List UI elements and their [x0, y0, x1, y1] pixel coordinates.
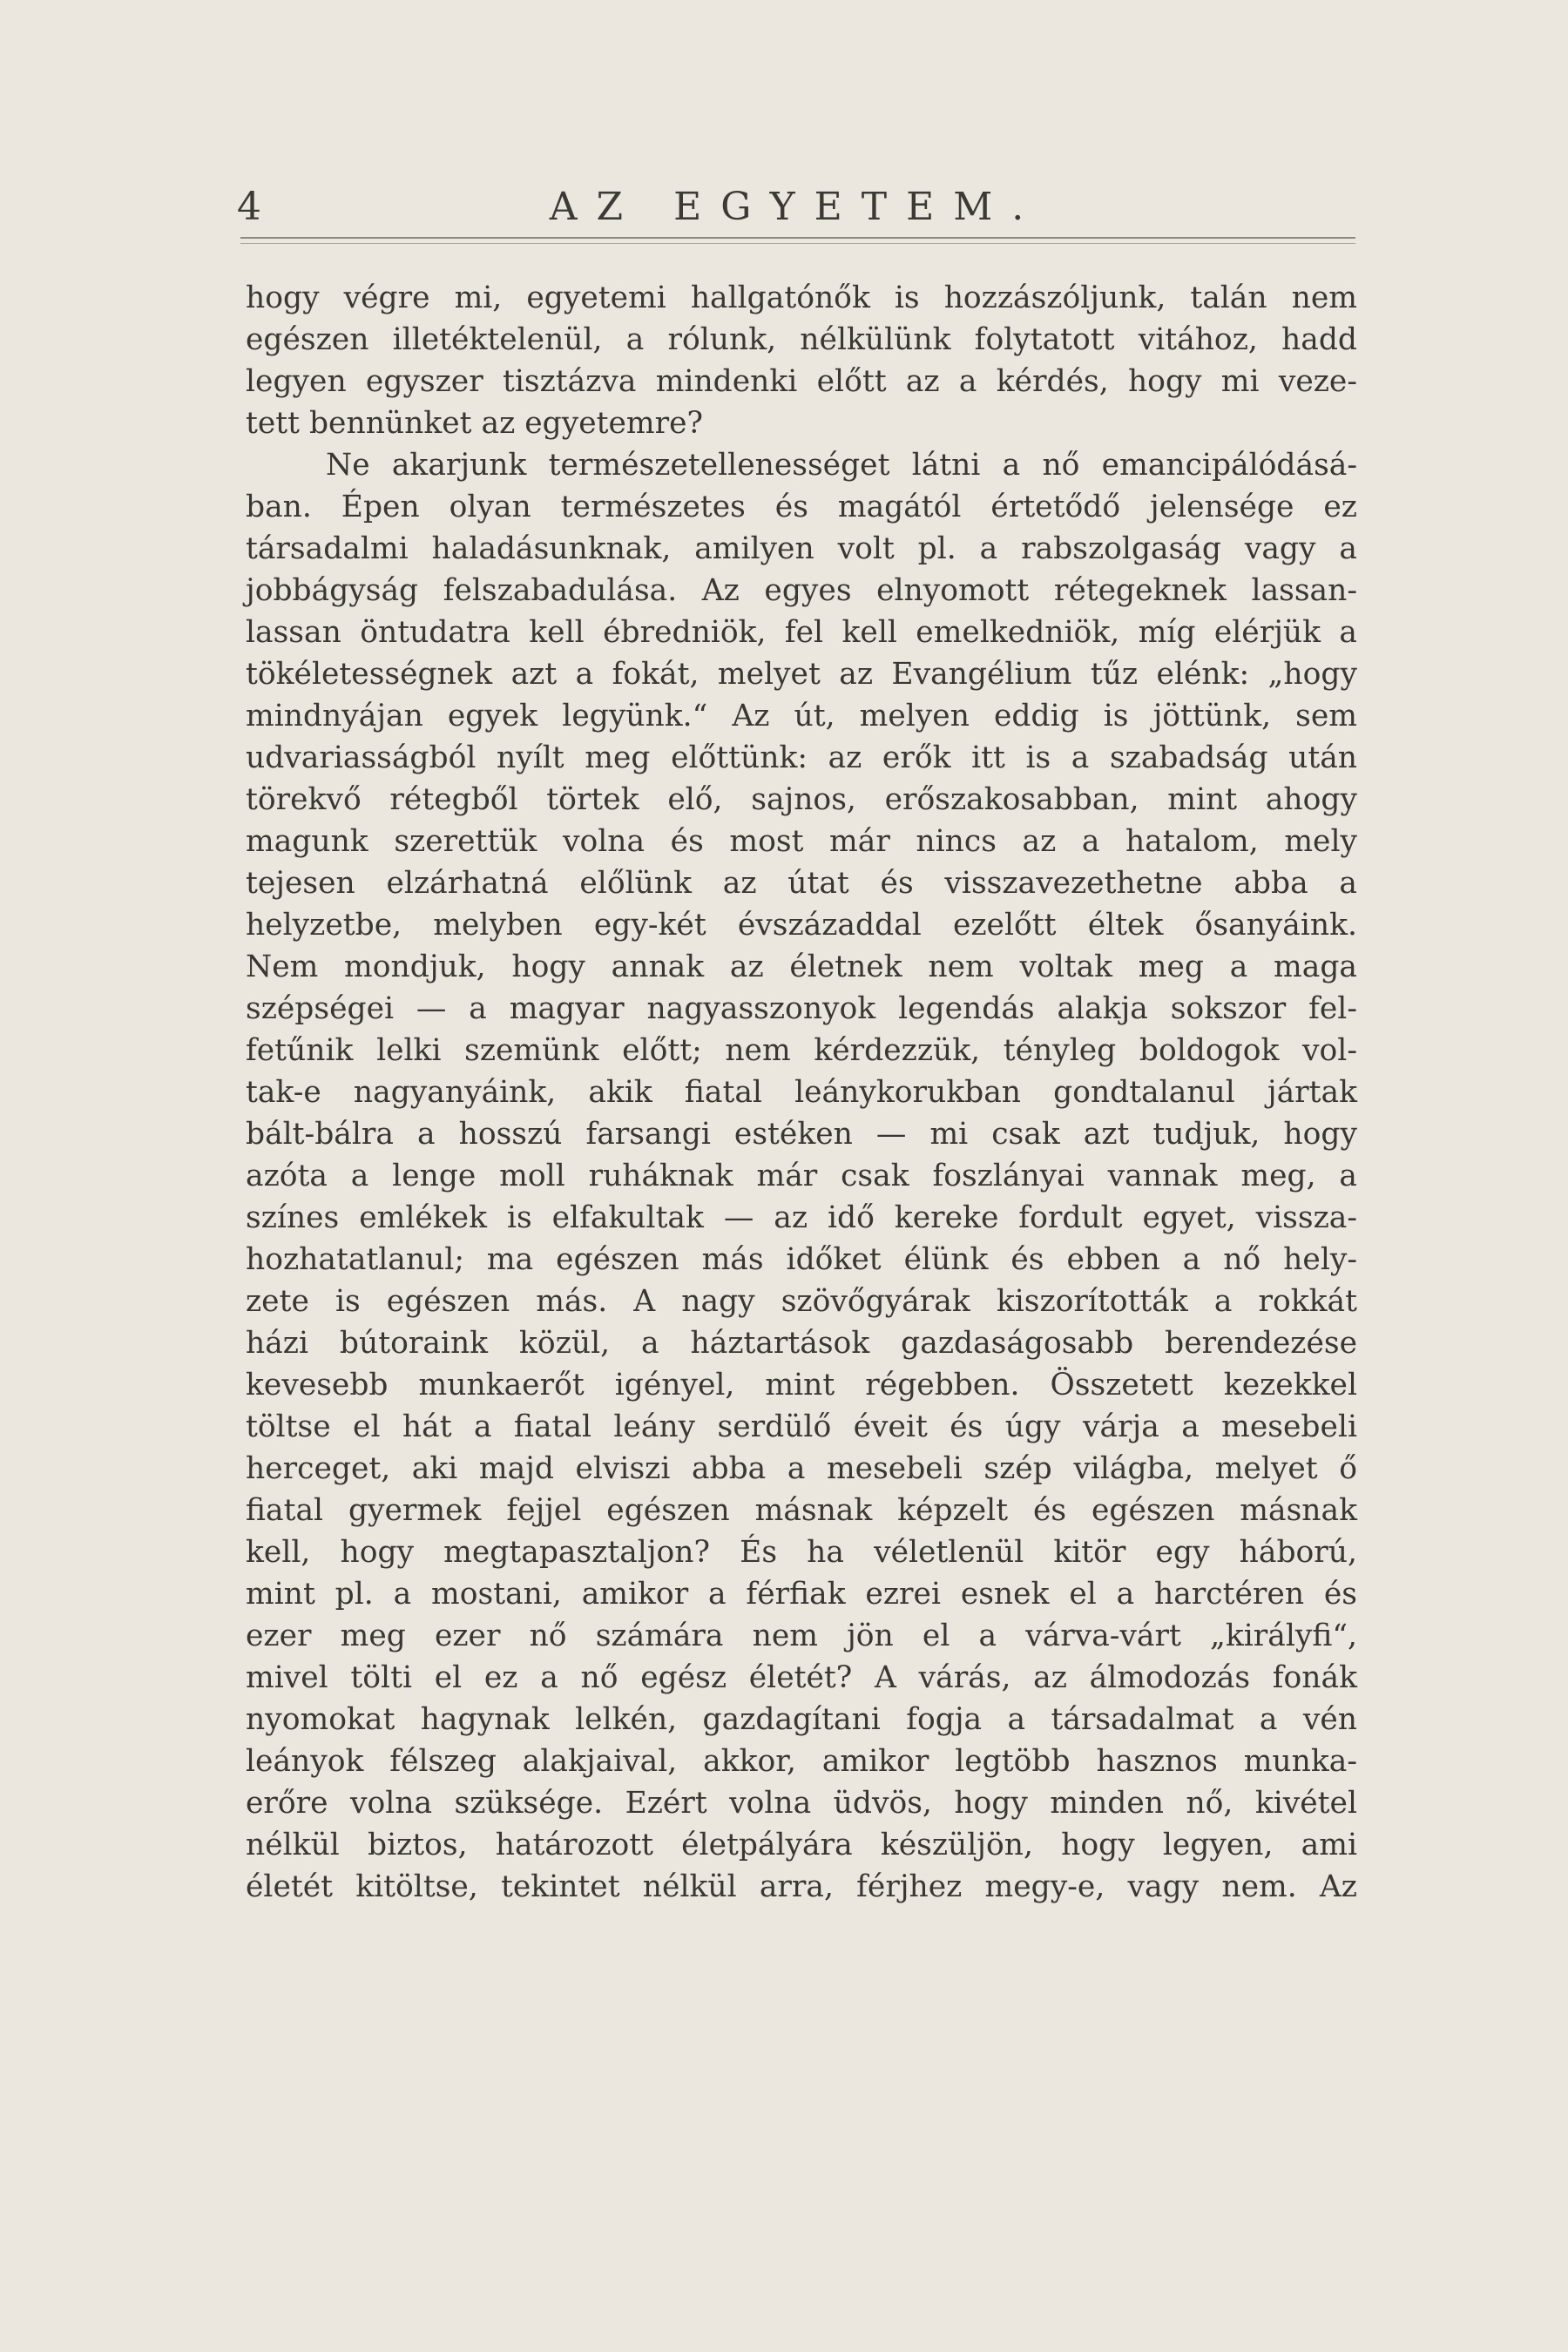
text-line: házi bútoraink közül, a háztartások gazdaságosabb berendezése — [246, 1326, 1357, 1361]
text-line: nyomokat hagynak lelkén, gazdagítani fogja a társadalmat a vén — [246, 1702, 1357, 1737]
text-line: Ne akarjunk természetellenességet látni a nő emancipálódásá- — [326, 448, 1357, 483]
text-line: nélkül biztos, határozott életpályára készüljön, hogy legyen, ami — [246, 1828, 1357, 1862]
text-line: zete is egészen más. A nagy szövőgyárak kiszorították a rokkát — [246, 1284, 1357, 1319]
text-line: kevesebb munkaerőt igényel, mint régebben. Összetett kezekkel — [246, 1368, 1357, 1402]
text-line: jobbágyság felszabadulása. Az egyes elnyomott rétegeknek lassan- — [246, 573, 1357, 608]
text-line: ezer meg ezer nő számára nem jön el a várva-várt „királyfi“, — [246, 1619, 1357, 1653]
text-line: legyen egyszer tisztázva mindenki előtt az a kérdés, hogy mi veze- — [246, 364, 1357, 399]
text-line: herceget, aki majd elviszi abba a mesebeli szép világba, melyet ő — [246, 1451, 1357, 1486]
text-line: fetűnik lelki szemünk előtt; nem kérdezzük, tényleg boldogok vol- — [246, 1033, 1357, 1068]
text-line: erőre volna szüksége. Ezért volna üdvös, hogy minden nő, kivétel — [246, 1786, 1357, 1821]
text-line: Nem mondjuk, hogy annak az életnek nem voltak meg a maga — [246, 950, 1357, 984]
text-line: hozhatatlanul; ma egészen más időket élünk és ebben a nő hely- — [246, 1242, 1357, 1277]
text-line: mivel tölti el ez a nő egész életét? A várás, az álmodozás fonák — [246, 1660, 1357, 1695]
page-number: 4 — [237, 185, 261, 229]
text-line: szépségei — a magyar nagyasszonyok legendás alakja sokszor fel- — [246, 991, 1357, 1026]
text-line: leányok félszeg alakjaival, akkor, amikor legtöbb hasznos munka- — [246, 1744, 1357, 1779]
text-line: hogy végre mi, egyetemi hallgatónők is hozzászóljunk, talán nem — [246, 280, 1357, 315]
text-line: tett bennünket az egyetemre? — [246, 406, 704, 441]
body-text — [246, 277, 1357, 1908]
text-line: helyzetbe, melyben egy-két évszázaddal ezelőtt éltek ősanyáink. — [246, 908, 1357, 943]
text-line: törekvő rétegből törtek elő, sajnos, erőszakosabban, mint ahogy — [246, 782, 1357, 817]
text-line: töltse el hát a fiatal leány serdülő éveit és úgy várja a mesebeli — [246, 1409, 1357, 1444]
text-line: tökéletességnek azt a fokát, melyet az Evangélium tűz elénk: „hogy — [246, 657, 1357, 692]
text-line: tak-e nagyanyáink, akik fiatal leánykorukban gondtalanul jártak — [246, 1075, 1357, 1110]
text-line: fiatal gyermek fejjel egészen másnak képzelt és egészen másnak — [246, 1493, 1357, 1528]
text-line: udvariasságból nyílt meg előttünk: az erők itt is a szabadság után — [246, 740, 1357, 775]
page-header — [237, 181, 1355, 242]
text-line: ban. Épen olyan természetes és magától értetődő jelensége ez — [246, 490, 1357, 524]
text-line: azóta a lenge moll ruháknak már csak foszlányai vannak meg, a — [246, 1159, 1357, 1193]
text-line: tejesen elzárhatná előlünk az útat és visszavezethetne abba a — [246, 866, 1357, 901]
text-line: bált-bálra a hosszú farsangi estéken — mi csak azt tudjuk, hogy — [246, 1117, 1357, 1152]
text-line: életét kitöltse, tekintet nélkül arra, férjhez megy-e, vagy nem. Az — [246, 1869, 1357, 1904]
text-line: mint pl. a mostani, amikor a férfiak ezrei esnek el a harctéren és — [246, 1577, 1357, 1612]
header-rule — [240, 237, 1355, 244]
text-line: kell, hogy megtapasztaljon? És ha véletlenül kitör egy háború, — [246, 1535, 1357, 1570]
text-line: magunk szerettük volna és most már nincs az a hatalom, mely — [246, 824, 1357, 859]
text-line: mindnyájan egyek legyünk.“ Az út, melyen eddig is jöttünk, sem — [246, 699, 1357, 733]
running-title: AZ EGYETEM. — [549, 185, 1044, 229]
text-line: lassan öntudatra kell ébredniök, fel kell emelkedniök, míg elérjük a — [246, 615, 1357, 650]
text-line: társadalmi haladásunknak, amilyen volt pl. a rabszolgaság vagy a — [246, 531, 1357, 566]
text-line: színes emlékek is elfakultak — az idő kereke fordult egyet, vissza- — [246, 1200, 1357, 1235]
text-line: egészen illetéktelenül, a rólunk, nélkülünk folytatott vitához, hadd — [246, 322, 1357, 357]
